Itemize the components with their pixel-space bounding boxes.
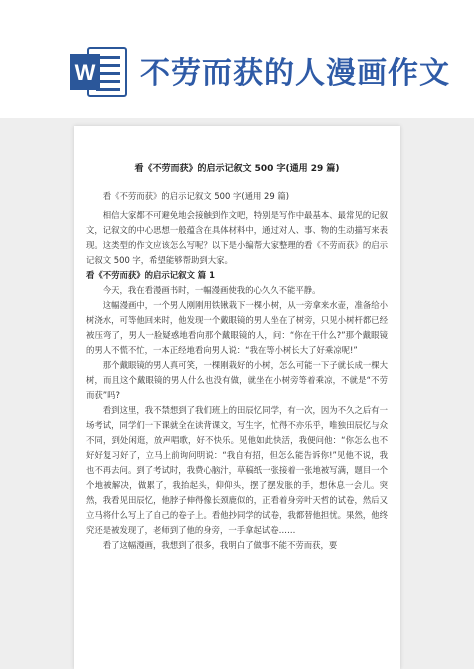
- document-page: [74, 126, 400, 669]
- banner: [0, 0, 474, 120]
- document-subheading: 看《不劳而获》的启示记叙文 500 字(通用 29 篇): [102, 191, 289, 201]
- paragraph: 今天，我在看漫画书时，一幅漫画使我的心久久不能平静。: [102, 285, 321, 295]
- document-content: [86, 162, 388, 553]
- paragraph: 那个戴眼镜的男人真可笑，一棵刚栽好的小树，怎么可能一下子就长成一棵大树，而且这个戴眼镜的男人什么也没有做，就坐在小树旁等着乘凉，不就是“不劳而获”吗?: [86, 360, 388, 400]
- paragraph: 看到这里，我不禁想到了我们班上的田辰忆同学，有一次，因为不久之后有一场考试，同学们一下课就全在读背课文，写生字，忙得不亦乐乎，唯独田辰忆与众不同，到处闲逛，放声唱歌，好不快乐。见他如此快活，我便问他：“你怎么也不好好复习好了，立马上前询问明说：“我自有招，但怎么能告诉你!”见他不说，我也不再去问。到了考试时，我费心脑汁，草稿纸一张接着一张地被写满，题目一个个地被解决，做累了，我抬起头，仰仰头，摆了摆发胀的手，想休息一会儿。突然，我看见田辰忆，他脖子伸得像长颈鹿似的，正看着身旁叶天哲的试卷，然后又立马将什么写上了自己的卷子上。看他抄同学的试卷，我都替他担忧。果然，他终究还是被发现了，老师到了他的身旁，一手拿起试卷……: [86, 405, 388, 535]
- section-title: 看《不劳而获》的启示记叙文 篇 1: [86, 270, 215, 280]
- document-title: 看《不劳而获》的启示记叙文 500 字(通用 29 篇): [134, 164, 340, 174]
- paragraph: 这幅漫画中，一个男人刚刚用铁锹栽下一棵小树，从一旁拿来水壶，准备给小树浇水，可等他回来时，他发现一个戴眼镜的男人坐在了树旁，只见小树杆都已经被压弯了，男人一脸疑惑地看向那个戴眼镜的人，问：“你在干什么?”那个戴眼镜的男人不慌不忙，一本正经地看向男人说：“我在等小树长大了好乘凉呢!”: [86, 300, 388, 355]
- word-icon-letter: W: [74, 60, 96, 85]
- paragraph: 看了这幅漫画，我想到了很多，我明白了做事不能不劳而获，要: [102, 540, 338, 550]
- document-intro: 相信大家都不可避免地会接触到作文吧，特别是写作中最基本、最常见的记叙文，记叙文的中心思想一般蕴含在具体材料中，通过对人、事、物的生动描写来表现。这类型的作文应该怎么写呢？以下是小编帮大家整理的看《不劳而获》的启示记叙文 500 字，希望能够帮助到大家。: [86, 210, 388, 265]
- banner-title: 不劳而获的人漫画作文: [140, 56, 450, 91]
- word-document-icon: [70, 44, 128, 100]
